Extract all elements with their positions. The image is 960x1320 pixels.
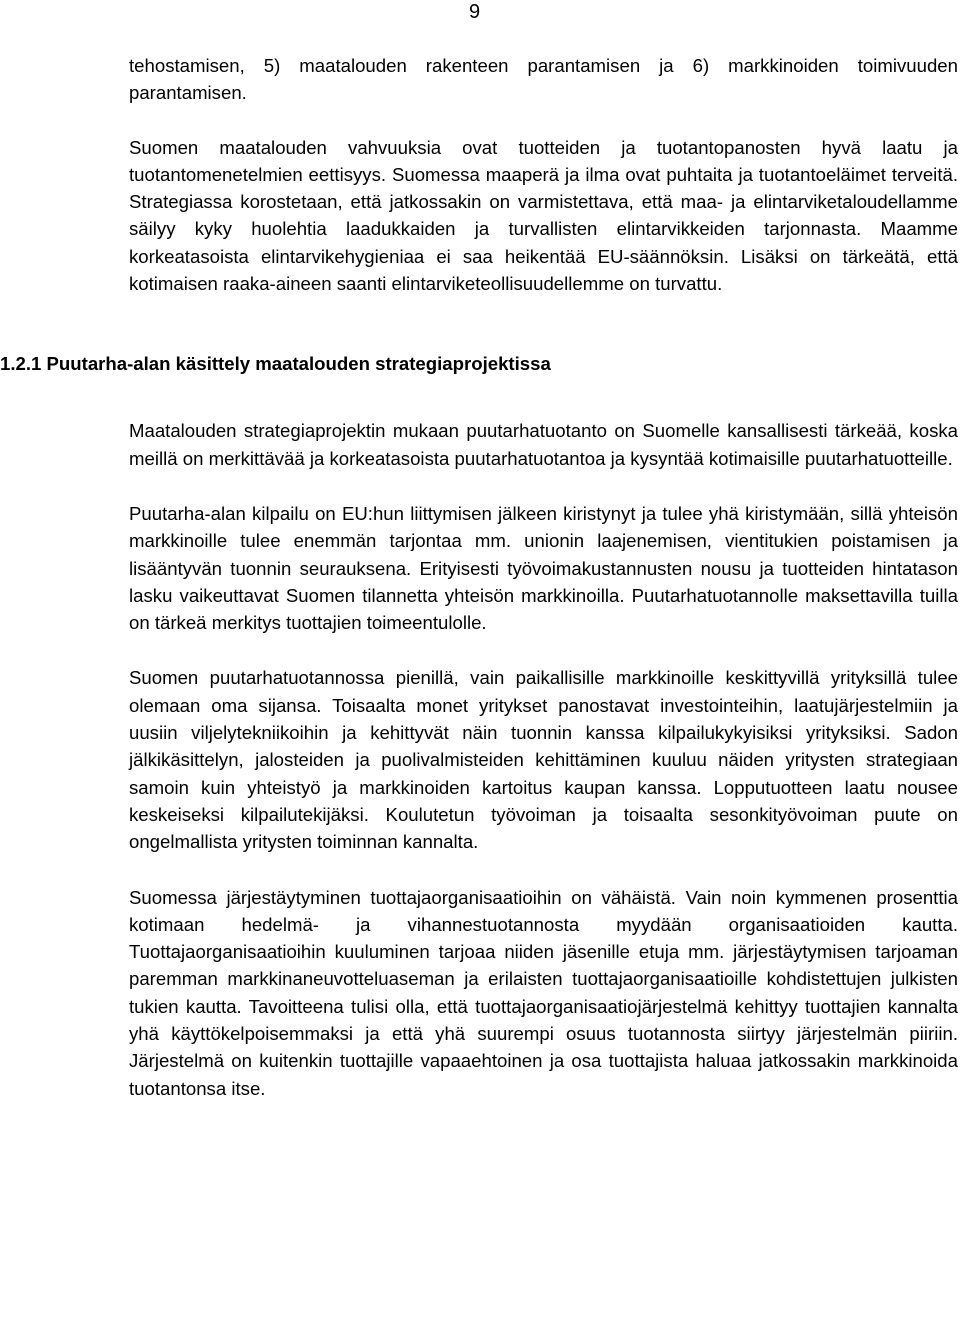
paragraph-competition: Puutarha-alan kilpailu on EU:hun liittymisen jälkeen kiristynyt ja tulee yhä kiristymään, sillä yhteisön markkinoille tulee enemmän tarjontaa mm. unionin laajenemisen, vientitukien poistamisen ja lisääntyvän tuonnin seurauksena. Erityisesti työvoimakustannusten nousu ja tuotteiden hintatason lasku vaikeuttavat Suomen tilannetta yhteisön markkinoilla. Puutarhatuotannolle maksettavilla tuilla on tärkeä merkitys tuottajien toimeentulolle.: [129, 502, 958, 634]
paragraph-production: Suomen puutarhatuotannossa pienillä, vain paikallisille markkinoille keskittyvillä yrityksillä tulee olemaan oma sijansa. Toisaalta monet yritykset panostavat investointeihin, laatujärjestelmiin ja uusiin viljelytekniikoihin ja kehittyvät näin tuonnin kanssa kilpailukykyisiksi yrityksiksi. Sadon jälkikäsittelyn, jalosteiden ja puolivalmisteiden kehittäminen kuuluu näiden yritysten strategiaan samoin kuin yhteistyö ja markkinoiden kartoitus kaupan kanssa. Lopputuotteen laatu nousee keskeiseksi kilpailutekijäksi. Koulutetun työvoiman ja toisaalta sesonkityövoiman puute on ongelmallista yritysten toiminnan kannalta.: [129, 667, 958, 853]
paragraph-strengths: Suomen maatalouden vahvuuksia ovat tuotteiden ja tuotantopanosten hyvä laatu ja tuotantomenetelmien eettisyys. Suomessa maaperä ja ilma ovat puhtaita ja tuotantoeläimet terveitä. Strategiassa korostetaan, että jatkossakin on varmistettava, että maa- ja elintarviketaloudellamme säilyy kyky huolehtia laadukkaiden ja turvallisten elintarvikkeiden tarjonnasta. Maamme korkeatasoista elintarvikehygieniaa ei saa heikentää EU-säännöksin. Lisäksi on tärkeätä, että kotimaisen raaka-aineen saanti elintarviketeollisuudellemme on turvattu.: [129, 136, 958, 295]
document-body: [0, 52, 958, 1102]
page-number: 9: [469, 1, 481, 23]
paragraph-strategy: Maatalouden strategiaprojektin mukaan puutarhatuotanto on Suomelle kansallisesti tärkeää, koska meillä on merkittävää ja korkeatasoista puutarhatuotantoa ja kysyntää kotimaisille puutarhatuotteille.: [129, 420, 958, 469]
paragraph-intro-continuation: tehostamisen, 5) maatalouden rakenteen parantamisen ja 6) markkinoiden toimivuuden parantamisen.: [129, 55, 958, 104]
paragraph-organisation: Suomessa järjestäytyminen tuottajaorganisaatioihin on vähäistä. Vain noin kymmenen prosenttia kotimaan hedelmä- ja vihannestuotannosta myydään organisaatioiden kautta. Tuottajaorganisaatioihin kuuluminen tarjoaa niiden jäsenille etuja mm. järjestäytymisen tarjoaman paremman markkinaneuvotteluaseman ja erilaisten tuottajaorganisaatioille kohdistettujen julkisten tukien kautta. Tavoitteena tulisi olla, että tuottajaorganisaatiojärjestelmä kehittyy tuottajien kannalta yhä käyttökelpoisemmaksi ja että yhä suurempi osuus tuotannosta siirtyy järjestelmän piiriin. Järjestelmä on kuitenkin tuottajille vapaaehtoinen ja osa tuottajista haluaa jatkossakin markkinoida tuotantonsa itse.: [129, 886, 958, 1099]
section-heading: 1.2.1 Puutarha-alan käsittely maatalouden strategiaprojektissa: [0, 353, 551, 375]
